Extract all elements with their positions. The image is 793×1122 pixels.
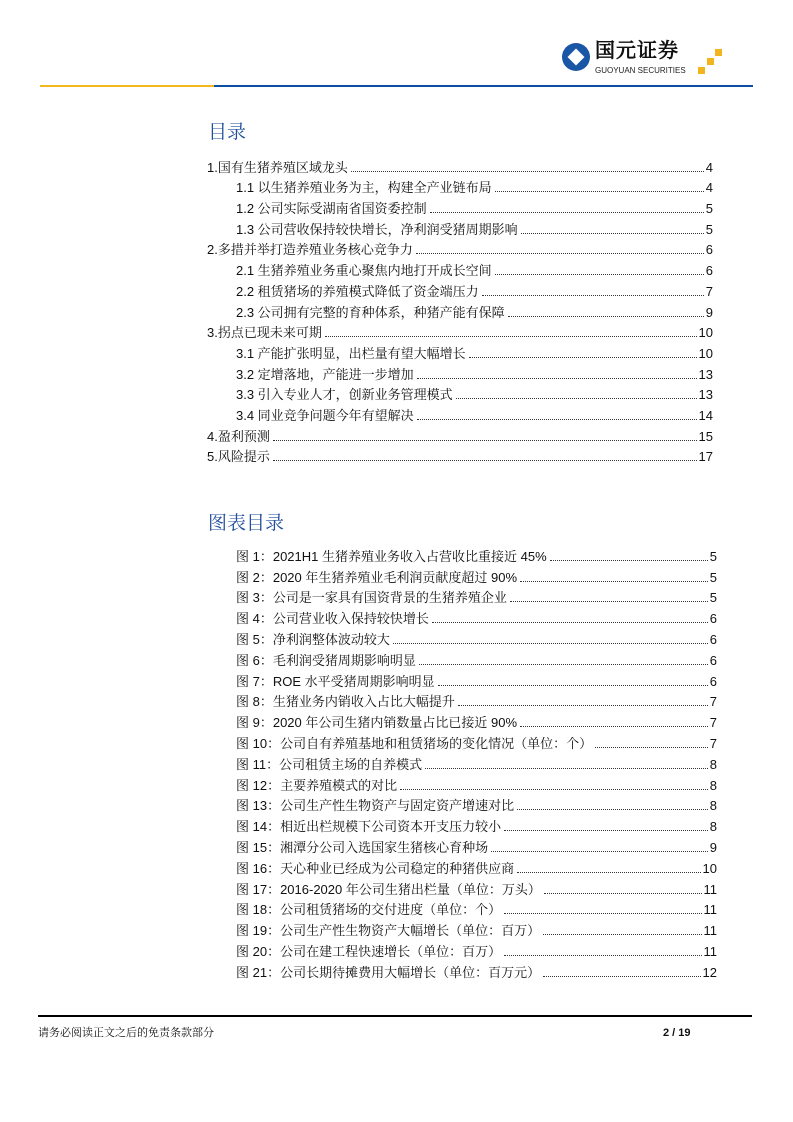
dot-leader: [517, 872, 700, 873]
logo-brand-cn: 国元证券: [595, 40, 679, 62]
dot-leader: [508, 316, 704, 317]
logo-mark-icon: [562, 43, 590, 71]
entry-label: 图 16：天心种业已经成为公司稳定的种猪供应商: [236, 860, 515, 876]
dot-leader: [325, 336, 697, 337]
dot-leader: [495, 274, 704, 275]
entry-page: 11: [703, 923, 717, 939]
entry-label: 图 1：2021H1 生猪养殖业务收入占营收比重接近 45%: [236, 548, 547, 564]
entry-label: 图 14：相近出栏规模下公司资本开支压力较小: [236, 819, 502, 835]
figure-entry[interactable]: [236, 856, 717, 877]
entry-label: 图 20：公司在建工程快速增长（单位：百万）: [236, 943, 502, 959]
figure-entry[interactable]: [236, 648, 717, 669]
dot-leader: [491, 851, 708, 852]
toc-entry[interactable]: [207, 279, 713, 300]
entry-label: 2.1 生猪养殖业务重心聚焦内地打开成长空间: [236, 263, 492, 279]
toc-entry[interactable]: [207, 341, 713, 362]
entry-page: 6: [709, 631, 717, 647]
toc-entry[interactable]: [207, 196, 713, 217]
logo-square-icon: [698, 67, 705, 74]
entry-page: 11: [703, 902, 717, 918]
entry-page: 5: [705, 221, 713, 237]
list-of-figures: [236, 544, 717, 981]
entry-page: 13: [698, 387, 713, 403]
footer-rule: [38, 1015, 752, 1017]
figure-entry[interactable]: [236, 877, 717, 898]
dot-leader: [482, 295, 704, 296]
toc-entry[interactable]: [207, 300, 713, 321]
entry-page: 5: [709, 569, 717, 585]
toc-entry[interactable]: [207, 217, 713, 238]
entry-page: 4: [705, 159, 713, 175]
entry-page: 7: [709, 735, 717, 751]
figure-entry[interactable]: [236, 690, 717, 711]
entry-page: 10: [702, 860, 717, 876]
entry-page: 5: [705, 201, 713, 217]
entry-page: 6: [705, 263, 713, 279]
entry-label: 3.1 产能扩张明显，出栏量有望大幅增长: [236, 345, 466, 361]
entry-label: 3.4 同业竞争问题今年有望解决: [236, 407, 414, 423]
dot-leader: [432, 622, 708, 623]
toc-entry[interactable]: [207, 321, 713, 342]
toc-entry[interactable]: [207, 238, 713, 259]
entry-page: 15: [698, 428, 713, 444]
entry-label: 图 2：2020 年生猪养殖业毛利润贡献度超过 90%: [236, 569, 518, 585]
entry-label: 图 9：2020 年公司生猪内销数量占比已接近 90%: [236, 715, 518, 731]
dot-leader: [504, 830, 708, 831]
dot-leader: [595, 747, 708, 748]
dot-leader: [458, 705, 708, 706]
toc-entry[interactable]: [207, 362, 713, 383]
dot-leader: [469, 357, 697, 358]
entry-label: 图 18：公司租赁猪场的交付进度（单位：个）: [236, 902, 502, 918]
figure-entry[interactable]: [236, 586, 717, 607]
entry-page: 11: [703, 881, 717, 897]
dot-leader: [273, 440, 697, 441]
toc-entry[interactable]: [207, 445, 713, 466]
dot-leader: [400, 789, 708, 790]
entry-label: 图 10：公司自有养殖基地和租赁猪场的变化情况（单位：个）: [236, 735, 593, 751]
logo-square-icon: [715, 49, 722, 56]
dot-leader: [504, 913, 701, 914]
entry-label: 3.拐点已现未来可期: [207, 325, 322, 341]
entry-page: 8: [709, 777, 717, 793]
dot-leader: [517, 809, 708, 810]
entry-label: 图 7：ROE 水平受猪周期影响明显: [236, 673, 435, 689]
dot-leader: [543, 976, 700, 977]
dot-leader: [351, 171, 704, 172]
figure-entry[interactable]: [236, 627, 717, 648]
entry-page: 5: [709, 548, 717, 564]
entry-page: 4: [705, 180, 713, 196]
entry-label: 4.盈利预测: [207, 428, 270, 444]
figure-entry[interactable]: [236, 898, 717, 919]
figure-entry[interactable]: [236, 814, 717, 835]
entry-label: 5.风险提示: [207, 449, 270, 465]
entry-label: 图 3：公司是一家具有国资背景的生猪养殖企业: [236, 590, 507, 606]
toc-entry[interactable]: [207, 424, 713, 445]
entry-label: 3.3 引入专业人才，创新业务管理模式: [236, 387, 453, 403]
dot-leader: [417, 378, 697, 379]
dot-leader: [510, 601, 708, 602]
dot-leader: [430, 212, 704, 213]
figure-entry[interactable]: [236, 794, 717, 815]
entry-page: 11: [703, 943, 717, 959]
footer-disclaimer: 请务必阅读正文之后的免责条款部分: [38, 1027, 214, 1039]
entry-label: 图 13：公司生产性生物资产与固定资产增速对比: [236, 798, 515, 814]
entry-page: 9: [705, 304, 713, 320]
entry-page: 8: [709, 819, 717, 835]
entry-page: 6: [709, 652, 717, 668]
entry-label: 1.国有生猪养殖区域龙头: [207, 159, 348, 175]
entry-page: 6: [709, 611, 717, 627]
toc-entry[interactable]: [207, 155, 713, 176]
dot-leader: [495, 191, 704, 192]
figure-entry[interactable]: [236, 960, 717, 981]
entry-page: 12: [702, 964, 717, 980]
entry-label: 2.3 公司拥有完整的育种体系，种猪产能有保障: [236, 304, 505, 320]
logo-square-icon: [707, 58, 714, 65]
entry-label: 2.2 租赁猪场的养殖模式降低了资金端压力: [236, 283, 479, 299]
toc-title: 目录: [208, 122, 247, 143]
entry-page: 5: [709, 590, 717, 606]
entry-label: 图 19：公司生产性生物资产大幅增长（单位：百万）: [236, 923, 541, 939]
entry-label: 图 15：湘潭分公司入选国家生猪核心育种场: [236, 839, 489, 855]
dot-leader: [393, 643, 708, 644]
dot-leader: [417, 419, 697, 420]
toc-entry[interactable]: [207, 403, 713, 424]
figure-entry[interactable]: [236, 710, 717, 731]
figure-entry[interactable]: [236, 918, 717, 939]
entry-page: 7: [705, 283, 713, 299]
entry-label: 图 4：公司营业收入保持较快增长: [236, 611, 429, 627]
header-rule-blue: [214, 85, 753, 87]
figure-entry[interactable]: [236, 669, 717, 690]
dot-leader: [550, 560, 708, 561]
entry-label: 图 5：净利润整体波动较大: [236, 631, 390, 647]
dot-leader: [521, 233, 704, 234]
dot-leader: [456, 398, 697, 399]
entry-label: 图 12：主要养殖模式的对比: [236, 777, 398, 793]
entry-label: 图 6：毛利润受猪周期影响明显: [236, 652, 416, 668]
entry-page: 7: [709, 715, 717, 731]
figure-entry[interactable]: [236, 773, 717, 794]
entry-page: 14: [698, 407, 713, 423]
header-rule-gold: [40, 85, 214, 87]
dot-leader: [520, 581, 708, 582]
toc-entry[interactable]: [207, 176, 713, 197]
entry-label: 1.3 公司营收保持较快增长，净利润受猪周期影响: [236, 221, 518, 237]
toc-entry[interactable]: [207, 383, 713, 404]
entry-page: 9: [709, 839, 717, 855]
toc-entry[interactable]: [207, 258, 713, 279]
dot-leader: [504, 955, 701, 956]
dot-leader: [273, 460, 697, 461]
dot-leader: [520, 726, 708, 727]
figure-entry[interactable]: [236, 835, 717, 856]
dot-leader: [419, 664, 708, 665]
entry-page: 7: [709, 694, 717, 710]
entry-label: 1.2 公司实际受湖南省国资委控制: [236, 201, 427, 217]
entry-page: 8: [709, 798, 717, 814]
entry-page: 13: [698, 366, 713, 382]
dot-leader: [543, 934, 701, 935]
table-of-contents: [207, 155, 713, 465]
entry-label: 1.1 以生猪养殖业务为主，构建全产业链布局: [236, 180, 492, 196]
entry-page: 10: [698, 345, 713, 361]
entry-label: 2.多措并举打造养殖业务核心竞争力: [207, 242, 413, 258]
entry-label: 图 17：2016-2020 年公司生猪出栏量（单位：万头）: [236, 881, 541, 897]
figure-entry[interactable]: [236, 731, 717, 752]
guoyuan-logo: [562, 40, 722, 80]
entry-page: 6: [705, 242, 713, 258]
figure-entry[interactable]: [236, 939, 717, 960]
entry-page: 10: [698, 325, 713, 341]
entry-page: 8: [709, 756, 717, 772]
figures-title: 图表目录: [208, 513, 285, 534]
entry-label: 图 11：公司租赁主场的自养模式: [236, 756, 423, 772]
page-indicator: 2 / 19: [663, 1027, 691, 1039]
figure-entry[interactable]: [236, 544, 717, 565]
dot-leader: [544, 893, 702, 894]
figure-entry[interactable]: [236, 606, 717, 627]
figure-entry[interactable]: [236, 565, 717, 586]
entry-page: 17: [698, 449, 713, 465]
dot-leader: [425, 768, 708, 769]
logo-brand-en: GUOYUAN SECURITIES: [595, 66, 686, 75]
entry-label: 图 8：生猪业务内销收入占比大幅提升: [236, 694, 455, 710]
entry-label: 3.2 定增落地，产能进一步增加: [236, 366, 414, 382]
entry-label: 图 21：公司长期待摊费用大幅增长（单位：百万元）: [236, 964, 541, 980]
entry-page: 6: [709, 673, 717, 689]
dot-leader: [438, 685, 708, 686]
figure-entry[interactable]: [236, 752, 717, 773]
dot-leader: [416, 253, 704, 254]
